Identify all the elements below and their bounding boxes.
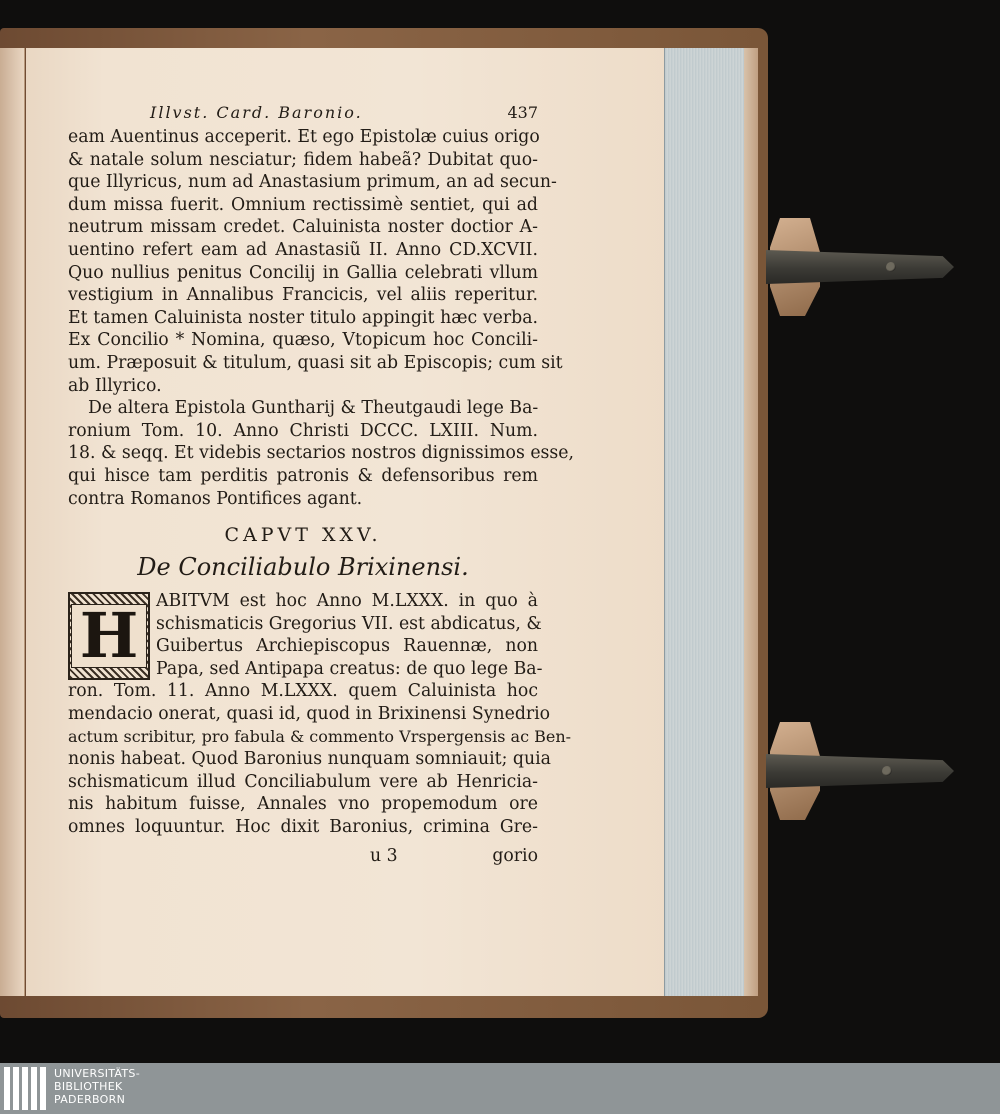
text-line: dum missa fuerit. Omnium rectissimè sentiet, qui ad [68,194,538,215]
upper-clasp [766,218,960,318]
paragraph-3 [68,590,572,839]
text-line: ron. Tom. 11. Anno M.LXXX. quem Caluinista hoc [68,681,538,702]
signature-mark: u 3 [370,845,398,866]
paragraph-1 [68,126,563,397]
text-line: qui hisce tam perditis patronis & defensoribus rem [68,465,538,486]
text-line: um. Præposuit & titulum, quasi sit ab Episcopis; cum sit [68,352,563,373]
text-line: que Illyricus, num ad Anastasium primum, an ad secun- [68,172,557,193]
page-footer [68,845,538,869]
clasp-rivet [886,262,896,272]
drop-cap-letter: H [71,604,148,668]
catchword: gorio [492,845,538,866]
running-head [68,100,538,126]
text-line: nis habitum fuisse, Annales vno propemodum ore [68,794,538,815]
text-line: mendacio onerat, quasi id, quod in Brixinensi Synedrio [68,704,551,725]
lower-clasp [766,722,960,822]
page-number: 437 [507,103,538,122]
chapter-subtitle: De Conciliabulo Brixinensi. [137,553,469,582]
cover-rim [744,48,758,996]
text-line: ab Illyrico. [68,375,162,396]
library-name [54,1067,140,1106]
text-line: Et tamen Caluinista noster titulo appingit hæc verba. [68,307,538,328]
text-line: ABITVM est hoc Anno M.LXXX. in quo à [156,591,538,612]
text-line: neutrum missam credet. Caluinista noster doctior A- [68,217,538,238]
text-line: & natale solum nesciatur; fidem habeã? Dubitat quo- [68,149,538,170]
page-text [68,100,574,869]
text-line: uentino refert eam ad Anastasiũ II. Anno CD.XCVII. [68,239,538,260]
chapter-title: CAPVT XXV. [224,524,382,547]
library-name-line: BIBLIOTHEK [54,1080,123,1093]
text-line: nonis habeat. Quod Baronius nunquam somniauit; quia [68,749,551,770]
text-line: Papa, sed Antipapa creatus: de quo lege Ba- [156,658,543,679]
running-head-title: Illvst. Card. Baronio. [150,103,363,122]
clasp-rivet [882,766,892,776]
text-line: ronium Tom. 10. Anno Christi DCCC. LXIII. Num. [68,420,538,441]
library-name-line: UNIVERSITÄTS- [54,1067,140,1080]
text-line: De altera Epistola Guntharij & Theutgaudi lege Ba- [88,398,539,419]
text-line: actum scribitur, pro fabula & commento Vrspergensis ac Ben- [68,726,572,746]
text-line: Quo nullius penitus Concilij in Gallia celebrati vllum [68,262,538,283]
text-line: omnes loquuntur. Hoc dixit Baronius, crimina Gre- [68,817,538,838]
text-line: schismaticis Gregorius VII. est abdicatus, & [156,613,542,634]
library-logo-icon [4,1067,46,1110]
clasp-metal-strap [766,754,954,788]
paragraph-2 [68,397,574,510]
text-line: vestigium in Annalibus Francicis, vel aliis reperitur. [68,285,538,306]
text-line: 18. & seqq. Et videbis sectarios nostros dignissimos esse, [68,443,574,464]
library-name-line: PADERBORN [54,1093,126,1106]
facing-page-edge [0,48,25,996]
library-banner [0,1063,1000,1114]
page-edges [664,48,747,996]
text-line: eam Auentinus acceperit. Et ego Epistolæ cuius origo [68,127,540,147]
clasp-metal-strap [766,250,954,284]
text-line: schismaticum illud Conciliabulum vere ab Henricia- [68,771,538,792]
text-line: Ex Concilio * Nomina, quæso, Vtopicum hoc Concili- [68,330,538,351]
ornamental-initial [68,592,150,680]
text-line: Guibertus Archiepiscopus Rauennæ, non [156,636,538,657]
text-line: contra Romanos Pontifices agant. [68,488,363,509]
